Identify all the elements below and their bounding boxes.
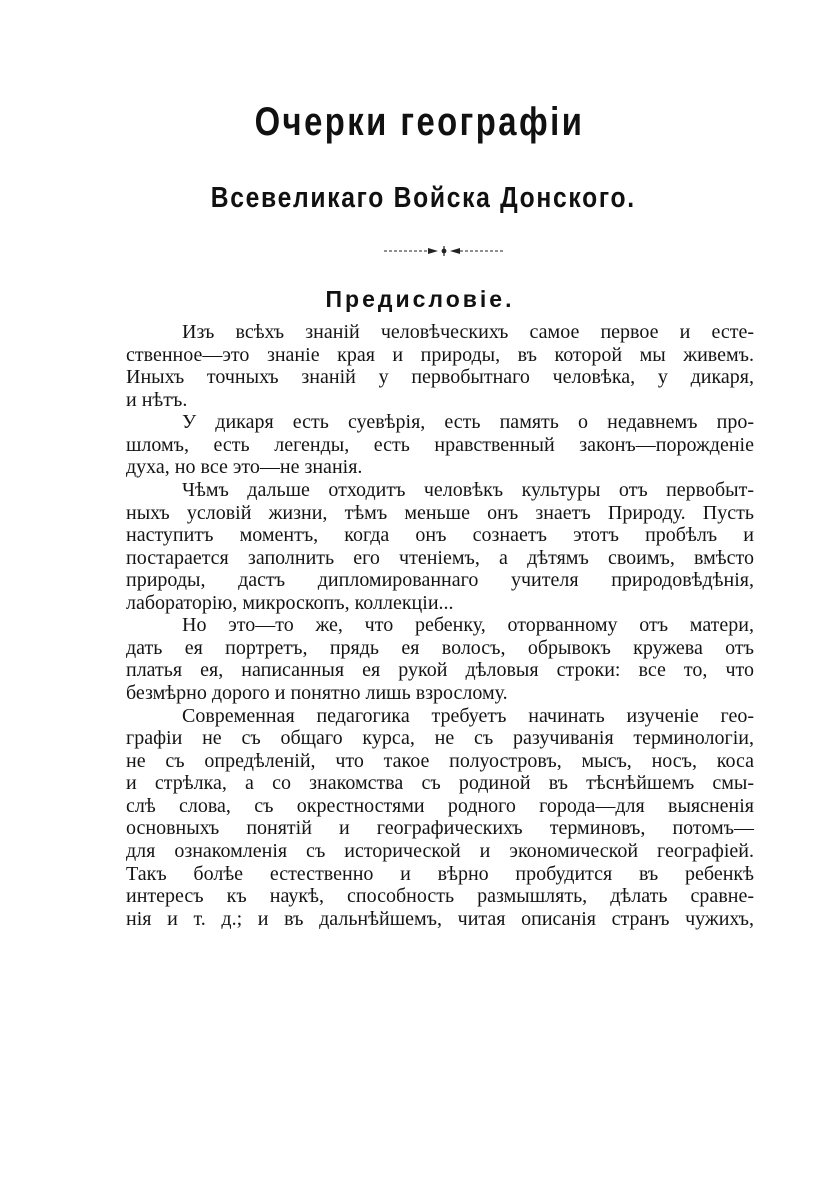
body-text — [126, 321, 754, 930]
text-line: не съ опредѣленій, что такое полуостровъ, мысъ, носъ, коса — [126, 749, 754, 772]
text-line: интересъ къ наукѣ, способность размышлять, дѣлать сравне- — [126, 885, 754, 908]
text-line: и стрѣлка, а со знакомства съ родиной въ тѣснѣйшемъ смы- — [126, 772, 754, 795]
text-line: ственное—это знаніе края и природы, въ которой мы живемъ. — [126, 343, 754, 366]
text-line: нія и т. д.; и въ дальнѣйшемъ, читая описанія странъ чужихъ, — [126, 907, 754, 930]
text-line: У дикаря есть суевѣрія, есть память о недавнемъ про- — [182, 411, 754, 434]
text-line: для ознакомленія съ исторической и экономической географіей. — [126, 839, 754, 862]
text-line: основныхъ понятій и географическихъ терминовъ, потомъ— — [126, 817, 754, 840]
text-line: платья ея, написанныя ея рукой дѣловыя строки: все то, что — [126, 659, 754, 682]
text-line: ныхъ условій жизни, тѣмъ меньше онъ знаетъ Природу. Пусть — [126, 501, 754, 524]
text-line: природы, дастъ дипломированнаго учителя природовѣдѣнія, — [126, 569, 754, 592]
text-line: наступитъ моментъ, когда онъ сознаетъ этотъ пробѣлъ и — [126, 524, 754, 547]
text-line: Изъ всѣхъ знаній человѣческихъ самое первое и есте- — [182, 321, 754, 343]
text-line: безмѣрно дорого и понятно лишь взрослому. — [126, 682, 508, 704]
text-line: Но это—то же, что ребенку, оторванному отъ матери, — [182, 614, 754, 637]
page-subtitle: Всевеликаго Войска Донского. — [210, 182, 636, 214]
text-line: дать ея портретъ, прядь ея волосъ, обрывокъ кружева отъ — [126, 636, 754, 659]
page-title: Очерки географіи — [254, 100, 585, 144]
text-line: Иныхъ точныхъ знаній у первобытнаго человѣка, у дикаря, — [126, 366, 754, 389]
text-line: постарается заполнить его чтеніемъ, а дѣтямъ своимъ, вмѣсто — [126, 546, 754, 569]
text-line: лабораторію, микроскопъ, коллекціи... — [126, 591, 454, 614]
text-line: графіи не съ общаго курса, не съ разучиванія терминологіи, — [126, 727, 754, 750]
text-line: духа, но все это—не знанія. — [126, 456, 363, 479]
text-line: слѣ слова, съ окрестностями родного города—для выясненія — [126, 794, 754, 817]
section-heading: Предисловіе. — [325, 286, 515, 312]
ornament-divider-icon — [384, 244, 504, 258]
text-line: Такъ болѣе естественно и вѣрно пробудится въ ребенкѣ — [126, 862, 754, 885]
text-line: и нѣтъ. — [126, 388, 188, 411]
text-line: шломъ, есть легенды, есть нравственный законъ—порожденіе — [126, 433, 754, 456]
text-line: Современная педагогика требуетъ начинать изученіе гео- — [182, 704, 754, 727]
text-line: Чѣмъ дальше отходитъ человѣкъ культуры отъ первобыт- — [182, 478, 754, 501]
